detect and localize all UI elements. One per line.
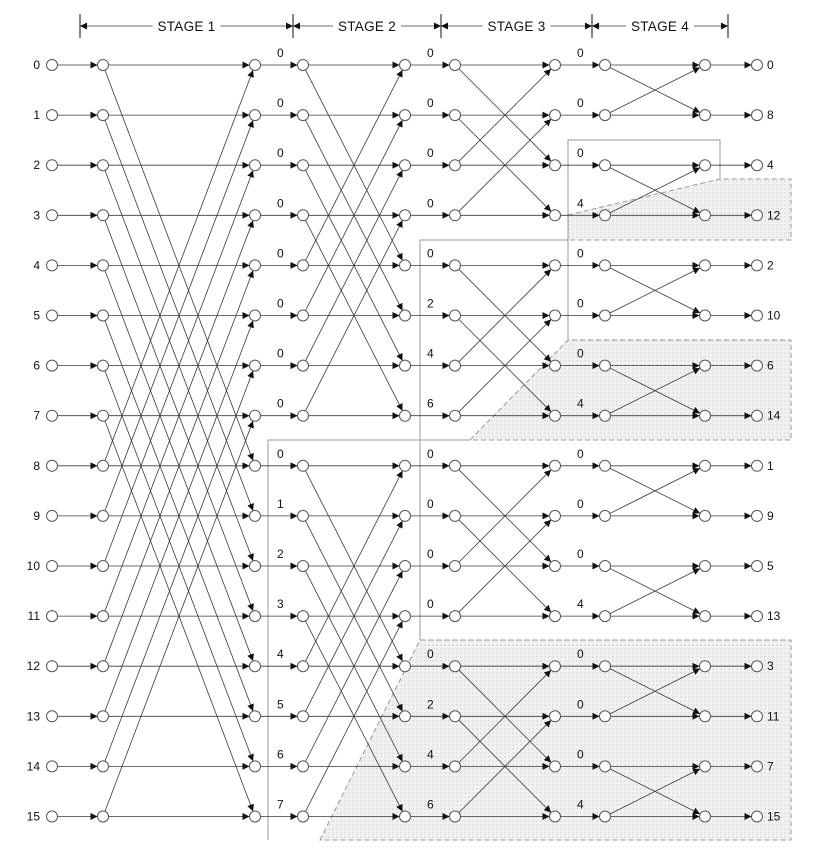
node-circle — [752, 611, 763, 622]
node-circle — [98, 160, 109, 171]
node-circle — [600, 611, 611, 622]
node-circle — [752, 561, 763, 572]
node-circle — [298, 510, 309, 521]
node-circle — [298, 60, 309, 71]
node-circle — [250, 360, 261, 371]
input-index-label: 15 — [26, 809, 40, 824]
node-circle — [752, 811, 763, 822]
twiddle-factor-label: 3 — [277, 597, 284, 612]
input-index-label: 1 — [33, 108, 40, 123]
node-circle — [700, 611, 711, 622]
node-circle — [47, 310, 58, 321]
node-circle — [752, 310, 763, 321]
node-circle — [47, 811, 58, 822]
node-circle — [450, 210, 461, 221]
twiddle-factor-label: 0 — [427, 547, 434, 561]
node-circle — [550, 410, 561, 421]
node-circle — [752, 260, 763, 271]
node-circle — [98, 360, 109, 371]
node-circle — [98, 310, 109, 321]
node-circle — [98, 60, 109, 71]
node-circle — [600, 510, 611, 521]
node-circle — [250, 110, 261, 121]
node-circle — [250, 510, 261, 521]
node-circle — [550, 460, 561, 471]
node-circle — [450, 661, 461, 672]
node-circle — [550, 110, 561, 121]
node-circle — [700, 360, 711, 371]
node-circle — [700, 460, 711, 471]
output-index-label: 10 — [767, 308, 781, 323]
input-index-label: 0 — [33, 58, 40, 72]
twiddle-factor-label: 7 — [277, 797, 284, 812]
node-circle — [47, 110, 58, 121]
node-circle — [550, 761, 561, 772]
node-circle — [47, 160, 58, 171]
node-circle — [600, 310, 611, 321]
node-circle — [298, 310, 309, 321]
input-index-label: 13 — [26, 709, 40, 724]
twiddle-factor-label: 0 — [577, 246, 584, 261]
node-circle — [450, 310, 461, 321]
node-circle — [550, 561, 561, 572]
node-circle — [47, 661, 58, 672]
node-circle — [98, 661, 109, 672]
node-circle — [752, 110, 763, 121]
input-index-label: 7 — [33, 408, 40, 423]
node-circle — [600, 210, 611, 221]
node-circle — [298, 661, 309, 672]
node-circle — [450, 611, 461, 622]
twiddle-factor-label: 0 — [277, 146, 284, 161]
node-circle — [450, 761, 461, 772]
twiddle-factor-label: 0 — [577, 446, 584, 461]
node-circle — [600, 60, 611, 71]
input-index-label: 8 — [33, 458, 40, 473]
twiddle-factor-label: 0 — [277, 396, 284, 411]
node-circle — [47, 60, 58, 71]
twiddle-factor-label: 0 — [277, 296, 284, 311]
node-circle — [298, 711, 309, 722]
node-circle — [450, 811, 461, 822]
node-circle — [700, 260, 711, 271]
twiddle-factor-label: 6 — [277, 747, 284, 762]
twiddle-factor-label: 0 — [577, 346, 584, 361]
node-circle — [700, 761, 711, 772]
input-index-label: 12 — [26, 659, 40, 674]
output-index-label: 8 — [767, 108, 774, 123]
node-circle — [752, 661, 763, 672]
node-circle — [550, 711, 561, 722]
node-circle — [250, 60, 261, 71]
node-circle — [450, 510, 461, 521]
node-circle — [700, 160, 711, 171]
twiddle-factor-label: 0 — [427, 96, 434, 111]
input-index-label: 10 — [26, 559, 40, 573]
shaded-region — [470, 340, 791, 440]
twiddle-factor-label: 0 — [577, 296, 584, 311]
output-index-label: 11 — [767, 709, 780, 724]
node-circle — [250, 460, 261, 471]
node-circle — [450, 360, 461, 371]
output-index-label: 15 — [767, 809, 781, 824]
node-circle — [700, 410, 711, 421]
node-circle — [98, 711, 109, 722]
twiddle-factor-label: 4 — [427, 346, 434, 361]
node-circle — [98, 611, 109, 622]
node-circle — [47, 410, 58, 421]
node-circle — [700, 510, 711, 521]
input-index-label: 3 — [33, 208, 40, 223]
node-circle — [250, 210, 261, 221]
stage-label: STAGE 4 — [630, 19, 690, 34]
twiddle-factor-label: 0 — [427, 146, 434, 161]
twiddle-factor-label: 4 — [577, 597, 584, 612]
node-circle — [450, 711, 461, 722]
output-index-label: 2 — [767, 258, 774, 273]
twiddle-factor-label: 6 — [427, 396, 434, 411]
node-circle — [400, 210, 411, 221]
node-circle — [98, 811, 109, 822]
output-index-label: 9 — [767, 508, 774, 523]
twiddle-factor-label: 0 — [277, 196, 284, 211]
twiddle-factor-label: 1 — [277, 496, 284, 511]
input-index-label: 5 — [33, 308, 40, 323]
node-circle — [298, 260, 309, 271]
node-circle — [47, 561, 58, 572]
output-index-label: 12 — [767, 208, 781, 223]
node-circle — [98, 460, 109, 471]
node-circle — [600, 260, 611, 271]
node-circle — [600, 160, 611, 171]
node-circle — [298, 110, 309, 121]
input-index-label: 2 — [33, 158, 40, 173]
node-circle — [98, 260, 109, 271]
node-circle — [700, 210, 711, 221]
node-circle — [47, 711, 58, 722]
stage-label: STAGE 1 — [157, 19, 216, 34]
node-circle — [250, 310, 261, 321]
node-circle — [400, 611, 411, 622]
stage-label: STAGE 3 — [487, 19, 546, 34]
node-circle — [47, 510, 58, 521]
node-circle — [400, 811, 411, 822]
node-circle — [250, 711, 261, 722]
node-circle — [550, 661, 561, 672]
node-circle — [298, 811, 309, 822]
twiddle-factor-label: 0 — [577, 747, 584, 762]
node-circle — [450, 110, 461, 121]
node-circle — [98, 761, 109, 772]
twiddle-factor-label: 0 — [577, 697, 584, 712]
node-circle — [98, 210, 109, 221]
node-circle — [400, 761, 411, 772]
node-circle — [298, 210, 309, 221]
node-circle — [550, 260, 561, 271]
node-circle — [600, 561, 611, 572]
node-circle — [752, 60, 763, 71]
twiddle-factor-label: 0 — [577, 496, 584, 511]
node-circle — [600, 711, 611, 722]
twiddle-factor-label: 0 — [277, 446, 284, 461]
node-circle — [250, 160, 261, 171]
node-circle — [600, 661, 611, 672]
node-circle — [250, 611, 261, 622]
node-circle — [250, 811, 261, 822]
twiddle-factor-label: 5 — [277, 697, 284, 712]
node-circle — [600, 110, 611, 121]
node-circle — [98, 561, 109, 572]
node-circle — [600, 360, 611, 371]
node-circle — [298, 160, 309, 171]
node-circle — [550, 611, 561, 622]
node-circle — [47, 360, 58, 371]
node-circle — [400, 310, 411, 321]
node-circle — [298, 561, 309, 572]
input-index-label: 6 — [33, 358, 40, 373]
node-circle — [250, 410, 261, 421]
twiddle-factor-label: 0 — [427, 446, 434, 461]
twiddle-factor-label: 0 — [427, 647, 434, 662]
twiddle-factor-label: 4 — [577, 196, 584, 211]
stage-label: STAGE 2 — [337, 19, 397, 34]
node-circle — [752, 360, 763, 371]
twiddle-factor-label: 0 — [427, 597, 434, 612]
node-circle — [47, 460, 58, 471]
node-circle — [250, 761, 261, 772]
node-circle — [700, 110, 711, 121]
twiddle-factor-label: 0 — [577, 647, 584, 662]
output-index-label: 13 — [767, 609, 781, 624]
node-circle — [550, 811, 561, 822]
node-circle — [400, 360, 411, 371]
highlight-regions — [268, 140, 791, 840]
input-index-label: 4 — [33, 258, 40, 273]
twiddle-factor-label: 4 — [277, 647, 284, 662]
twiddle-factor-label: 4 — [577, 797, 584, 812]
twiddle-factor-label: 0 — [577, 46, 584, 60]
node-circle — [450, 160, 461, 171]
node-circle — [400, 561, 411, 572]
twiddle-factor-label: 0 — [427, 246, 434, 261]
node-circle — [400, 410, 411, 421]
twiddle-factor-label: 0 — [427, 46, 434, 60]
output-index-label: 0 — [767, 58, 774, 72]
node-circle — [752, 210, 763, 221]
node-circle — [98, 110, 109, 121]
node-circle — [600, 811, 611, 822]
node-circle — [47, 210, 58, 221]
node-circle — [752, 460, 763, 471]
node-circle — [600, 410, 611, 421]
input-index-label: 9 — [33, 508, 40, 523]
node-circle — [752, 510, 763, 521]
node-circle — [298, 761, 309, 772]
node-circle — [400, 60, 411, 71]
node-circle — [298, 360, 309, 371]
twiddle-factor-label: 0 — [577, 146, 584, 161]
node-circle — [752, 711, 763, 722]
output-index-label: 4 — [767, 158, 774, 173]
twiddle-factor-label: 0 — [277, 346, 284, 361]
twiddle-factor-label: 6 — [427, 797, 434, 812]
node-circle — [400, 510, 411, 521]
node-circle — [400, 460, 411, 471]
stage-header — [80, 14, 728, 38]
node-circle — [250, 561, 261, 572]
input-index-label: 14 — [26, 759, 40, 774]
node-circle — [400, 160, 411, 171]
node-circle — [400, 260, 411, 271]
node-circle — [550, 360, 561, 371]
node-circle — [752, 160, 763, 171]
twiddle-factor-label: 0 — [427, 196, 434, 211]
node-circle — [752, 410, 763, 421]
node-circle — [550, 160, 561, 171]
node-circle — [550, 510, 561, 521]
output-index-label: 7 — [767, 759, 774, 774]
node-circle — [550, 310, 561, 321]
twiddle-factor-label: 2 — [277, 547, 284, 561]
twiddle-factor-label: 4 — [427, 747, 434, 762]
output-index-label: 5 — [767, 559, 774, 573]
node-circle — [400, 711, 411, 722]
node-circle — [298, 460, 309, 471]
twiddle-factor-label: 0 — [427, 496, 434, 511]
twiddle-factor-label: 2 — [427, 296, 434, 311]
node-circle — [298, 611, 309, 622]
node-circle — [550, 210, 561, 221]
node-circle — [700, 811, 711, 822]
node-circle — [47, 611, 58, 622]
twiddle-factor-label: 0 — [277, 96, 284, 111]
node-circle — [400, 110, 411, 121]
node-circle — [450, 60, 461, 71]
twiddle-factor-label: 4 — [577, 396, 584, 411]
output-index-label: 14 — [767, 408, 781, 423]
node-circle — [600, 761, 611, 772]
node-circle — [250, 260, 261, 271]
twiddle-factor-label: 0 — [577, 96, 584, 111]
node-circle — [450, 410, 461, 421]
node-circle — [600, 460, 611, 471]
twiddle-factor-label: 0 — [577, 547, 584, 561]
twiddle-factor-label: 0 — [277, 246, 284, 261]
node-circle — [752, 761, 763, 772]
node-circle — [98, 510, 109, 521]
node-circle — [400, 661, 411, 672]
node-circle — [700, 60, 711, 71]
node-circle — [450, 561, 461, 572]
input-index-label: 11 — [27, 609, 40, 624]
output-index-label: 6 — [767, 358, 774, 373]
twiddle-factor-label: 2 — [427, 697, 434, 712]
node-circle — [250, 661, 261, 672]
node-circle — [98, 410, 109, 421]
output-index-label: 3 — [767, 659, 774, 674]
output-index-label: 1 — [767, 458, 774, 473]
node-circle — [47, 761, 58, 772]
node-circle — [450, 260, 461, 271]
node-circle — [700, 561, 711, 572]
node-circle — [700, 661, 711, 672]
node-circle — [450, 460, 461, 471]
twiddle-factor-label: 0 — [277, 46, 284, 60]
node-circle — [550, 60, 561, 71]
node-circle — [700, 711, 711, 722]
node-circle — [47, 260, 58, 271]
node-circle — [298, 410, 309, 421]
node-circle — [700, 310, 711, 321]
